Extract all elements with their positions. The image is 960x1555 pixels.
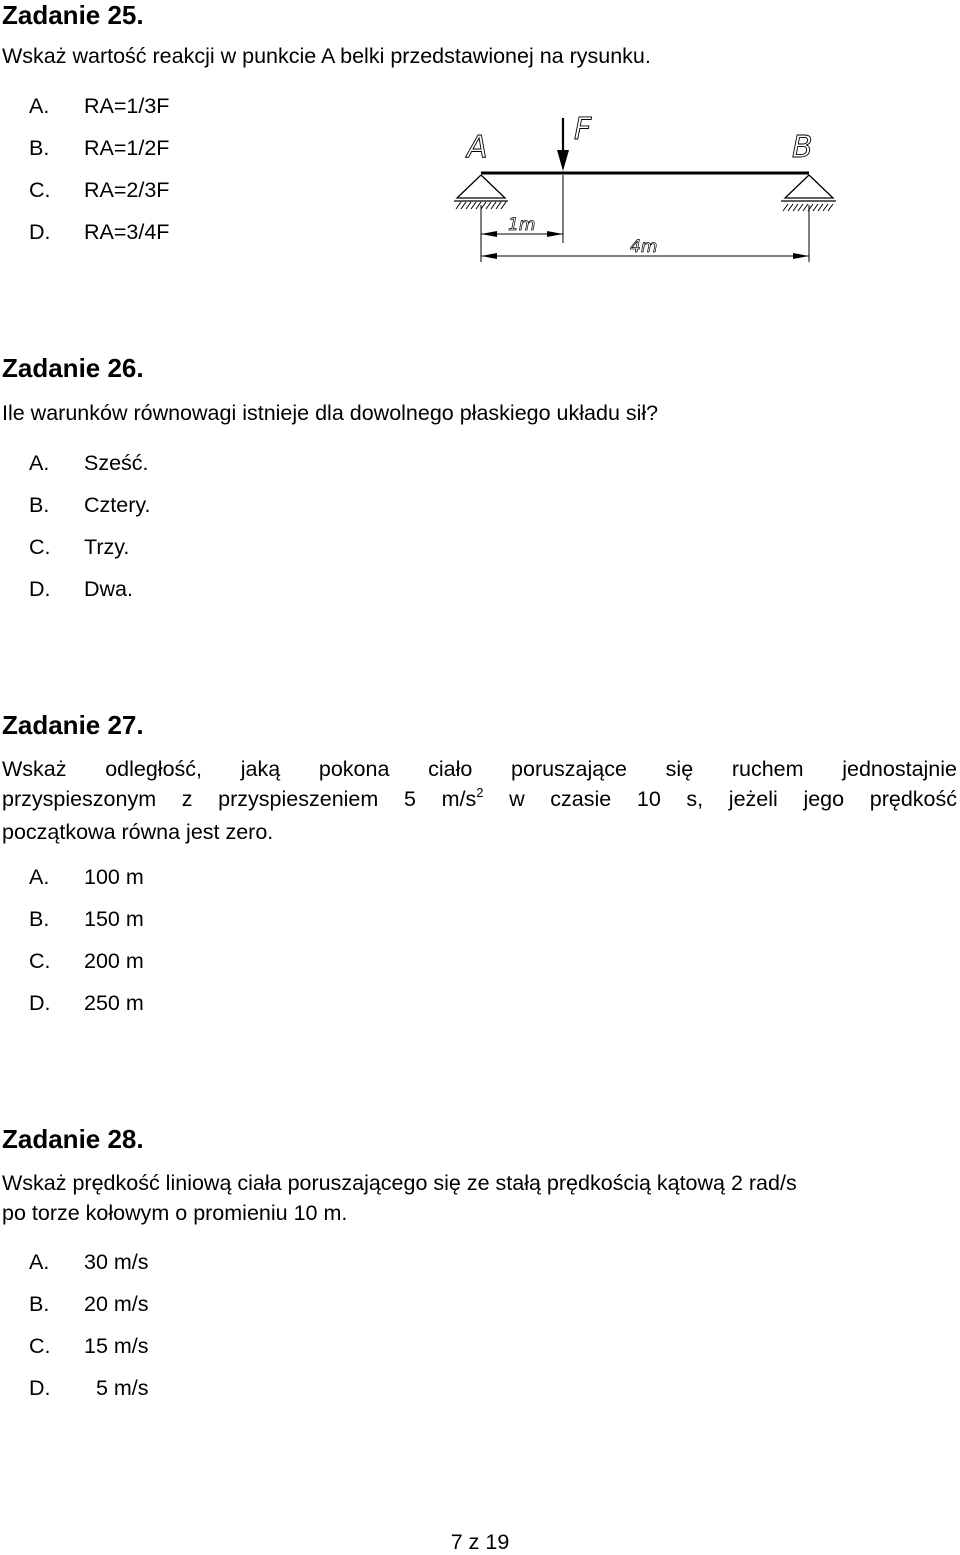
option-text: RA=3/4F xyxy=(84,220,170,244)
question-line: Wskaż odległość, jaką pokona ciało poruszające się ruchem jednostajnie xyxy=(2,757,957,781)
option-label: D. xyxy=(29,1376,51,1400)
option-label: D. xyxy=(29,220,51,244)
task-26-question: Ile warunków równowagi istnieje dla dowolnego płaskiego układu sił? xyxy=(2,401,659,425)
option-text: RA=1/3F xyxy=(84,94,170,118)
task-26-title: Zadanie 26. xyxy=(2,353,144,383)
option-text: 200 m xyxy=(84,949,144,973)
option-label: D. xyxy=(29,991,51,1015)
support-a xyxy=(457,175,505,198)
option-label: A. xyxy=(29,1250,50,1274)
option-text: 30 m/s xyxy=(84,1250,149,1274)
option-text: 20 m/s xyxy=(84,1292,149,1316)
option-text: Trzy. xyxy=(84,535,130,559)
support-b xyxy=(785,175,833,198)
option-label: A. xyxy=(29,865,50,889)
option-text: Cztery. xyxy=(84,493,151,517)
option-label: C. xyxy=(29,178,51,202)
option-label: C. xyxy=(29,535,51,559)
task-28-question-line2: po torze kołowym o promieniu 10 m. xyxy=(2,1201,348,1225)
option-label: D. xyxy=(29,577,51,601)
option-text: 5 m/s xyxy=(84,1376,149,1400)
question-line: początkowa równa jest zero. xyxy=(2,820,274,844)
task-27-question xyxy=(2,754,957,847)
question-text: w czasie 10 s, jeżeli jego prędkość xyxy=(483,787,957,811)
task-25-question: Wskaż wartość reakcji w punkcie A belki przedstawionej na rysunku. xyxy=(2,44,651,68)
option-text: Sześć. xyxy=(84,451,149,475)
option-label: C. xyxy=(29,949,51,973)
option-text: 15 m/s xyxy=(84,1334,149,1358)
option-text: 250 m xyxy=(84,991,144,1015)
task-27-title: Zadanie 27. xyxy=(2,710,144,740)
label-a: A xyxy=(467,130,488,165)
label-b: B xyxy=(792,130,813,165)
option-label: C. xyxy=(29,1334,51,1358)
superscript: 2 xyxy=(476,785,484,800)
option-label: B. xyxy=(29,136,50,160)
option-label: A. xyxy=(29,451,50,475)
task-28-question-line1: Wskaż prędkość liniową ciała poruszającego się ze stałą prędkością kątową 2 rad/s xyxy=(2,1171,797,1195)
option-text: RA=1/2F xyxy=(84,136,170,160)
option-label: B. xyxy=(29,1292,50,1316)
option-label: A. xyxy=(29,94,50,118)
option-label: B. xyxy=(29,907,50,931)
label-f: F xyxy=(574,112,592,147)
option-label: B. xyxy=(29,493,50,517)
option-text: RA=2/3F xyxy=(84,178,170,202)
option-text: Dwa. xyxy=(84,577,133,601)
question-line xyxy=(2,784,957,817)
question-text: przyspieszonym z przyspieszeniem 5 m/s xyxy=(2,787,477,811)
task-28-title: Zadanie 28. xyxy=(2,1124,144,1154)
task-25-title: Zadanie 25. xyxy=(2,0,144,30)
beam-diagram xyxy=(440,105,860,270)
option-text: 150 m xyxy=(84,907,144,931)
page-number: 7 z 19 xyxy=(450,1530,510,1554)
dim-label-4m: 4m xyxy=(630,237,658,257)
option-text: 100 m xyxy=(84,865,144,889)
dim-label-1m: 1m xyxy=(508,215,536,235)
